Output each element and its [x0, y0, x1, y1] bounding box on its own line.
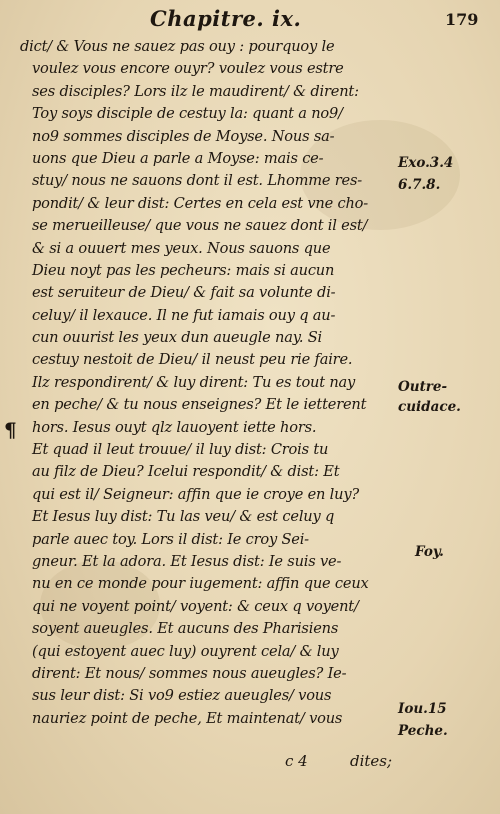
text-line: dict/ & Vous ne sauez pas ouy : pourquoy le — [20, 38, 335, 55]
text-line: nu en ce monde pour iugement: affin que ceux — [32, 575, 369, 593]
body-text — [20, 36, 405, 730]
text-line: en peche/ & tu nous enseignes? Et le ietterent — [32, 396, 367, 414]
running-head: Chapitre. ix. — [150, 6, 302, 31]
text-line: nauriez point de peche, Et maintenat/ vous — [32, 709, 343, 727]
text-line: cestuy nestoit de Dieu/ il neust peu rie faire. — [32, 351, 353, 369]
margin-note: cuidace. — [398, 399, 461, 415]
pilcrow-mark: ¶ — [4, 418, 17, 442]
text-line: uons que Dieu a parle a Moyse: mais ce- — [32, 149, 324, 167]
text-line: soyent aueugles. Et aucuns des Pharisiens — [32, 620, 339, 638]
page-number: 179 — [445, 10, 479, 29]
text-line: & si a ouuert mes yeux. Nous sauons que — [32, 239, 331, 257]
text-line: hors. Iesus ouyt qlz lauoyent iette hors. — [32, 418, 317, 436]
text-line: dirent: Et nous/ sommes nous aueugles? Ie- — [32, 664, 347, 682]
margin-note: Peche. — [398, 723, 448, 739]
text-line: celuy/ il lexauce. Il ne fut iamais ouy q au- — [32, 306, 336, 324]
text-line: stuy/ nous ne sauons dont il est. Lhomme res- — [32, 172, 362, 190]
catchword: dites; — [350, 752, 393, 770]
margin-note: Outre- — [398, 379, 448, 395]
text-line: Toy soys disciple de cestuy la: quant a no9/ — [32, 105, 343, 123]
text-line: no9 sommes disciples de Moyse. Nous sa- — [32, 127, 335, 145]
text-line: au filz de Dieu? Icelui respondit/ & dist: Et — [32, 463, 340, 481]
margin-note: Iou.15 — [398, 701, 447, 717]
text-line: Et quad il leut trouue/ il luy dist: Crois tu — [32, 441, 329, 459]
text-line: (qui estoyent auec luy) ouyrent cela/ & luy — [32, 642, 339, 660]
text-line: sus leur dist: Si vo9 estiez aueugles/ vous — [32, 687, 332, 705]
signature-mark: c 4 — [285, 752, 308, 770]
text-line: cun ouurist les yeux dun aueugle nay. Si — [32, 329, 322, 347]
text-line: Dieu noyt pas les pecheurs: mais si aucun — [32, 261, 335, 279]
text-line: pondit/ & leur dist: Certes en cela est vne cho- — [32, 194, 368, 212]
margin-reference: Exo.3.4 — [398, 155, 454, 171]
text-line: qui ne voyent point/ voyent: & ceux q voyent/ — [32, 597, 359, 615]
text-line: ses disciples? Lors ilz le maudirent/ & dirent: — [32, 82, 359, 100]
page-header — [0, 4, 500, 34]
text-line: voulez vous encore ouyr? voulez vous estre — [32, 60, 344, 78]
text-line: gneur. Et la adora. Et Iesus dist: Ie suis ve- — [32, 552, 342, 570]
text-line: parle auec toy. Lors il dist: Ie croy Sei- — [32, 530, 309, 548]
margin-reference: 6.7.8. — [398, 177, 441, 193]
text-line: se merueilleuse/ que vous ne sauez dont il est/ — [32, 217, 368, 235]
text-line: qui est il/ Seigneur: affin que ie croye en luy? — [32, 485, 360, 503]
text-line: est seruiteur de Dieu/ & fait sa volunte di- — [32, 284, 336, 302]
text-line: Et Iesus luy dist: Tu las veu/ & est celuy q — [32, 508, 335, 526]
margin-note: Foy. — [415, 544, 444, 560]
text-line: Ilz respondirent/ & luy dirent: Tu es tout nay — [32, 373, 356, 391]
